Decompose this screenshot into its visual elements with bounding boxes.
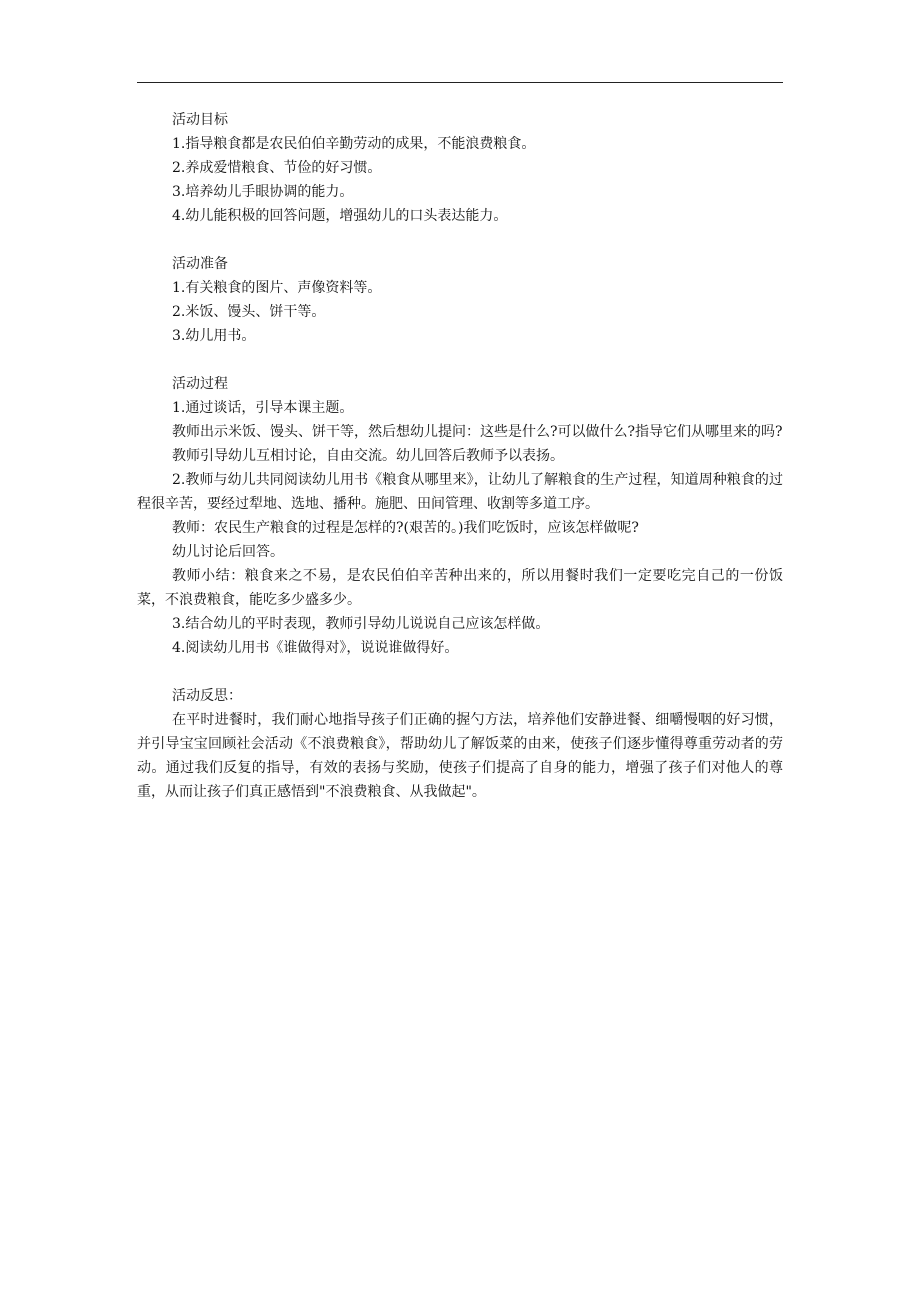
section-heading-reflection: 活动反思： [172, 688, 242, 704]
goal-item: 3.培养幼儿手眼协调的能力。 [172, 184, 354, 200]
section-heading-preparation: 活动准备 [172, 256, 228, 272]
section-process [137, 372, 783, 660]
preparation-item: 2.米饭、馒头、饼干等。 [172, 304, 326, 320]
section-heading-goals: 活动目标 [172, 112, 228, 128]
section-heading-process: 活动过程 [172, 376, 228, 392]
document-body [137, 108, 783, 804]
reflection-paragraph: 在平时进餐时，我们耐心地指导孩子们正确的握勺方法，培养他们安静进餐、细嚼慢咽的好习惯，并引导宝宝回顾社会活动《不浪费粮食》，帮助幼儿了解饭菜的由来，使孩子们逐步懂得尊重劳动者的劳动。通过我们反复的指导，有效的表扬与奖励，使孩子们提高了自身的能力，增强了孩子们对他人的尊重，从而让孩子们真正感悟到"不浪费粮食、从我做起"。 [137, 712, 783, 800]
process-paragraph: 2.教师与幼儿共同阅读幼儿用书《粮食从哪里来》，让幼儿了解粮食的生产过程，知道周种粮食的过程很辛苦，要经过犁地、选地、播种。施肥、田间管理、收割等多道工序。 [137, 472, 783, 512]
section-goals [137, 108, 783, 228]
section-reflection [137, 684, 783, 804]
process-paragraph: 4.阅读幼儿用书《谁做得对》，说说谁做得好。 [172, 640, 459, 656]
preparation-item: 3.幼儿用书。 [172, 328, 256, 344]
section-preparation [137, 252, 783, 348]
process-paragraph: 教师引导幼儿互相讨论，自由交流。幼儿回答后教师予以表扬。 [172, 448, 564, 464]
process-paragraph: 3.结合幼儿的平时表现，教师引导幼儿说说自己应该怎样做。 [172, 616, 550, 632]
header-rule [137, 82, 783, 83]
goal-item: 4.幼儿能积极的回答问题，增强幼儿的口头表达能力。 [172, 208, 508, 224]
process-paragraph: 教师小结：粮食来之不易，是农民伯伯辛苦种出来的，所以用餐时我们一定要吃完自己的一份饭菜，不浪费粮食，能吃多少盛多少。 [137, 568, 783, 608]
process-paragraph: 幼儿讨论后回答。 [172, 544, 284, 560]
process-paragraph: 教师出示米饭、馒头、饼干等，然后想幼儿提问：这些是什么?可以做什么?指导它们从哪里来的吗? [172, 424, 783, 440]
process-step: 1.通过谈话，引导本课主题。 [172, 400, 354, 416]
preparation-item: 1.有关粮食的图片、声像资料等。 [172, 280, 382, 296]
goal-item: 1.指导粮食都是农民伯伯辛勤劳动的成果，不能浪费粮食。 [172, 136, 536, 152]
process-paragraph: 教师：农民生产粮食的过程是怎样的?(艰苦的。)我们吃饭时，应该怎样做呢? [172, 520, 639, 536]
goal-item: 2.养成爱惜粮食、节俭的好习惯。 [172, 160, 382, 176]
